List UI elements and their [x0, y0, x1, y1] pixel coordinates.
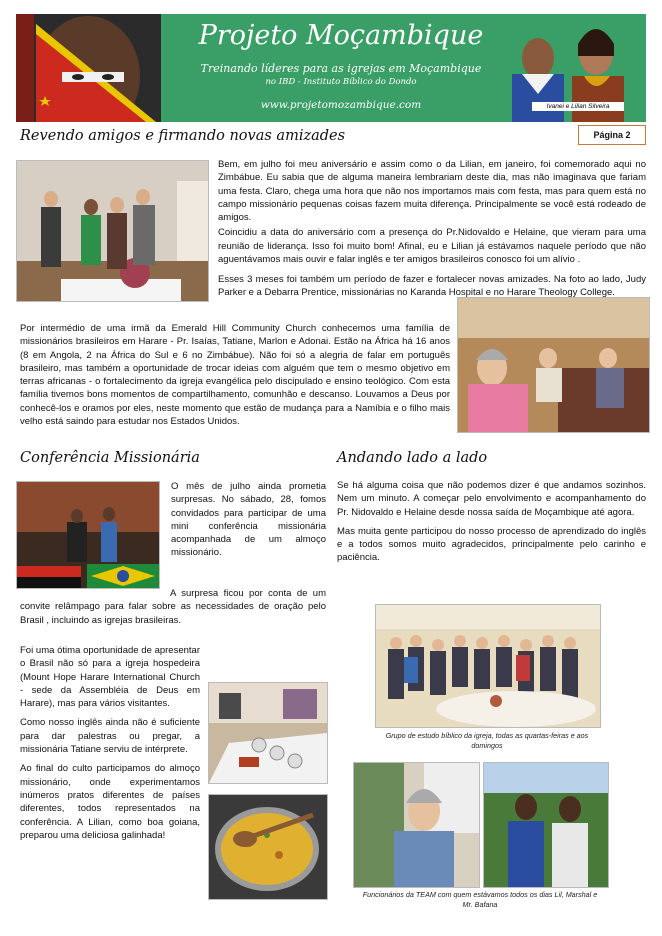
section2-paragraph-1: O mês de julho ainda prometia surpresas. No sábado, 28, fomos convidados para participar de uma mini conferência missionária acompanhada de um almoço missionário.	[171, 481, 326, 559]
section1-paragraph-3: Esses 3 meses foi também um período de fazer e fortalecer novas amizades. Na foto ao lado, Judy Parker e a Debarra Prentice, missionárias no Karanda Hospital e no Harare Theology College.	[218, 274, 646, 299]
newsletter-title: Projeto Moçambique	[198, 20, 484, 51]
section1-paragraph-2: Coincidiu a data do aniversário com a presença do Pr.Nidovaldo e Helaine, que vieram para uma reunião de liderança. Isso foi muito bom! Afinal, eu e Lilian já estávamos naquele período que não aguentávamos mais ouvir e falar inglês e ter amigos brasileiros conosco foi um alívio .	[218, 227, 646, 266]
page-number-box: Página 2	[578, 125, 646, 145]
section3-paragraph-1: Se há alguma coisa que não podemos dizer é que andamos sozinhos. Nem um minuto. A começar pelo envolvimento e acompanhamento do Pr. Nidovaldo e Helaine desde nossa saída de Moçambique até agora.	[337, 480, 646, 518]
section1-paragraph-4: Por intermédio de uma irmã da Emerald Hill Community Church conhecemos uma família de missionários brasileiros em Harare - Pr. Isaías, Tatiane, Marlon e Adonai. Estão na África há 16 anos (8 em Angola, 2 na África do Sul e 6 no Zimbábue). Não foi só a alegria de falar em português brasileiro, mas também a oportunidade de trocar ideias com alguém que tem o mesmo objetivo em terras africanas - o fortalecimento da igreja evangélica pelo discipulado e ensino teológico. Com esta família tivemos bons momentos de compartilhamento, comunhão e descanso. Louvamos a Deus por conhecê-los e oramos por eles, neste momento que estão de mudança para a Namíbia e o filho mais velho está saindo para estudar nos Estados Unidos.	[20, 323, 450, 428]
section-heading-side-by-side: Andando lado a lado	[337, 450, 488, 466]
team-staff-caption: Funcionários da TEAM com quem estávamos todos os dias Lil, Marshal e Mr. Bafana	[362, 890, 598, 909]
galinhada-dish-photo	[208, 794, 328, 900]
couple-caption: Ivanei e Lilian Silveira	[532, 102, 624, 111]
section3-text	[337, 479, 646, 565]
section3-paragraph-2: Mas muita gente participou do nosso processo de aprendizado do inglês e a todos somos muito agradecidos, principalmente pelo carinho e paciência.	[337, 525, 646, 564]
bible-study-caption: Grupo de estudo bíblico da igreja, todas as quartas-feiras e aos domingos	[385, 731, 589, 750]
missionaries-photo	[457, 297, 650, 433]
bible-study-group-photo	[375, 604, 601, 728]
section2-paragraph-5: Ao final do culto participamos do almoço missionário, onde experimentamos inúmeros pratos diferentes de países diferentes, todos representados na conferência. A Lilian, como boa goiana, preparou uma deliciosa galinhada!	[20, 763, 200, 841]
team-lady-photo	[353, 762, 480, 888]
birthday-party-photo	[16, 160, 209, 302]
section-heading-conference: Conferência Missionária	[20, 450, 200, 466]
section2-paragraph-2: A surpresa ficou por conta de um convite relâmpago para falar sobre as necessidades de oração pelo Brasil , incluindo as igrejas brasileiras.	[20, 588, 326, 626]
institute-line: no IBD - Instituto Bíblico do Dondo	[265, 77, 417, 87]
header-banner	[16, 14, 646, 122]
section2-paragraph-3: Foi uma ótima oportunidade de apresentar o Brasil não só para a igreja hospedeira (Mount Hope Harare International Church - sede da Assembléia de Deus em Harare), mas para vários visitantes.	[20, 645, 200, 710]
section2-paragraph-4: Como nosso inglês ainda não é suficiente para dar palestras ou pregar, a missionária Tatiane serviu de intérprete.	[20, 717, 200, 756]
newsletter-subtitle: Treinando líderes para as igrejas em Moçambique	[200, 62, 482, 75]
website-url[interactable]: www.projetomozambique.com	[260, 99, 422, 111]
painted-face-photo	[16, 14, 161, 122]
team-men-photo	[483, 762, 609, 888]
section1-text-top	[218, 158, 646, 266]
section-heading-friends: Revendo amigos e firmando novas amizades	[20, 128, 346, 144]
conference-stage-photo	[16, 481, 160, 589]
section1-paragraph-1: Bem, em julho foi meu aniversário e assim como o da Lilian, em janeiro, foi comemorado aqui no Zimbábue. Eu sabia que de alguma maneira lembrariam deste dia, mas não imaginava que fariam uma festa. Claro, chega uma hora que não nos importamos mais com festa, mas para quem está no campo missionário pequenas coisas fazem muita diferença. Principalmente se você está rodeado de amigos.	[218, 159, 646, 224]
food-table-photo	[208, 682, 328, 784]
